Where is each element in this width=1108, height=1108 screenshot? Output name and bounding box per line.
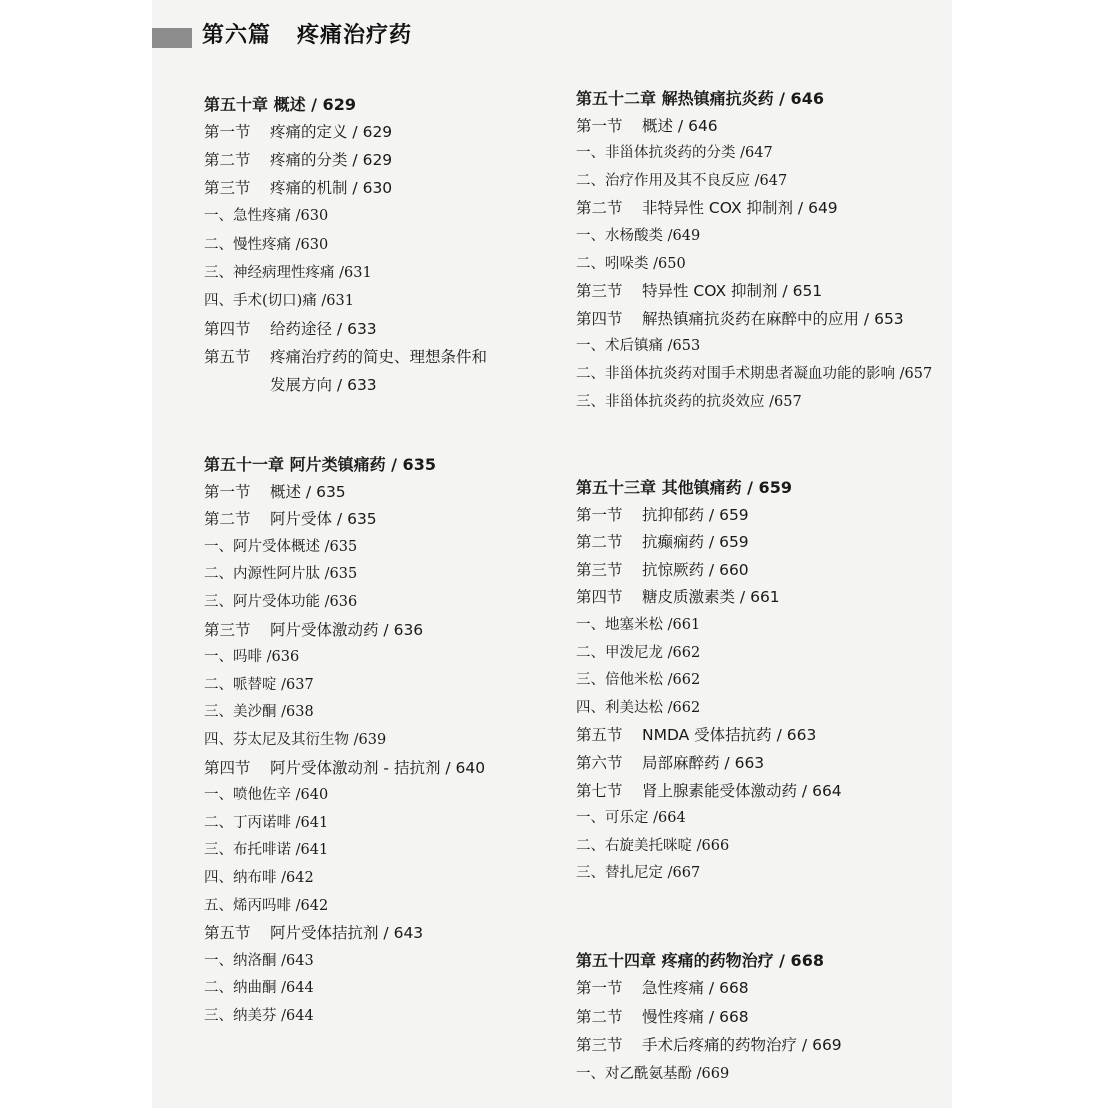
toc-subitem-entry: 一、吗啡 /636 [204,649,300,666]
section-number: 第三节 [576,560,623,579]
section-title: 急性疼痛 / 668 [642,979,749,998]
toc-section-continuation [204,373,377,395]
section-number: 第二节 [204,151,251,170]
toc-section-entry [576,114,718,136]
toc-section-entry [204,756,485,778]
toc-subitem-entry: 三、神经病理性疼痛 /631 [204,264,372,281]
toc-section-entry [204,618,423,640]
toc-section-entry [204,120,392,142]
toc-subitem-entry: 一、可乐定 /664 [576,810,686,827]
toc-subitem-entry: 四、纳布啡 /642 [204,870,314,886]
section-number: 第五节 [204,347,251,366]
section-title: 抗癫痫药 / 659 [642,533,749,552]
chapter-heading: 第五十二章 解热镇痛抗炎药 / 646 [576,89,824,108]
section-number: 第一节 [204,123,251,142]
chapter-heading: 第五十四章 疼痛的药物治疗 / 668 [576,951,824,970]
section-title: 肾上腺素能受体激动药 / 664 [642,781,842,800]
toc-subitem-entry: 二、甲泼尼龙 /662 [576,644,701,661]
section-title: 疼痛的机制 / 630 [270,179,393,198]
section-number: 第六节 [576,754,623,772]
section-number: 第三节 [204,179,251,198]
section-number: 第一节 [576,116,623,135]
section-title: 糖皮质激素类 / 661 [642,588,780,607]
chapter-heading: 第五十三章 其他镇痛药 / 659 [576,478,792,497]
toc-section-entry [204,148,392,170]
toc-subitem-entry: 二、右旋美托咪啶 /666 [576,837,730,854]
toc-subitem-entry: 三、布托啡诺 /641 [204,842,329,859]
section-title: 疼痛的定义 / 629 [270,123,393,142]
toc-subitem-entry: 二、丁丙诺啡 /641 [204,814,329,831]
toc-subitem-entry: 三、阿片受体功能 /636 [204,594,358,610]
toc-subitem-entry: 五、烯丙吗啡 /642 [204,897,329,914]
section-number: 第七节 [576,781,623,800]
section-title: 阿片受体 / 635 [270,510,377,529]
toc-section-entry [576,279,822,301]
section-title: 阿片受体拮抗剂 / 643 [270,924,424,943]
toc-section-entry [204,921,423,943]
toc-subitem-entry: 三、倍他米松 /662 [576,672,701,689]
section-title: 慢性疼痛 / 668 [642,1007,749,1026]
section-number: 第二节 [204,510,251,529]
toc-subitem-entry: 一、纳洛酮 /643 [204,952,314,969]
section-number: 第五节 [204,924,251,943]
section-title-continued: 发展方向 / 633 [270,376,377,394]
part-title-bar [152,28,192,48]
toc-subitem-entry: 四、利美达松 /662 [576,699,701,716]
chapter-heading: 第五十章 概述 / 629 [204,95,356,114]
toc-section-entry [576,1033,842,1055]
toc-section-entry [576,503,749,525]
section-title: 抗抑郁药 / 659 [642,505,749,524]
section-number: 第一节 [576,505,623,524]
toc-subitem-entry: 一、水杨酸类 /649 [576,228,701,244]
toc-section-entry [576,196,838,218]
toc-subitem-entry: 一、地塞米松 /661 [576,617,701,633]
toc-section-entry [576,585,780,607]
toc-section-entry [204,480,346,502]
section-number: 第三节 [576,1036,623,1055]
toc-subitem-entry: 四、手术(切口)痛 /631 [204,292,354,309]
section-title: 疼痛的分类 / 629 [270,151,393,170]
toc-subitem-entry: 一、术后镇痛 /653 [576,338,701,355]
section-title: 概述 / 646 [642,116,718,135]
section-number: 第四节 [204,758,251,777]
toc-subitem-entry: 三、美沙酮 /638 [204,704,314,721]
section-number: 第二节 [576,1007,623,1026]
toc-subitem-entry: 一、喷他佐辛 /640 [204,787,329,804]
toc-subitem-entry: 四、芬太尼及其衍生物 /639 [204,732,387,748]
toc-section-entry [576,558,749,580]
toc-section-entry [576,1005,749,1027]
section-number: 第三节 [204,620,251,639]
section-title: 阿片受体激动剂 - 拮抗剂 / 640 [270,758,486,777]
part-title: 第六篇 疼痛治疗药 [202,23,412,48]
toc-subitem-entry: 二、吲哚类 /650 [576,255,686,272]
toc-subitem-entry: 三、替扎尼定 /667 [576,865,701,882]
section-number: 第二节 [576,199,623,218]
section-title: 疼痛治疗药的简史、理想条件和 [270,347,488,366]
toc-subitem-entry: 二、哌替啶 /637 [204,676,314,693]
toc-subitem-entry: 二、慢性疼痛 /630 [204,236,329,253]
section-title: 抗惊厥药 / 660 [642,560,749,579]
toc-section-entry [576,779,842,801]
section-title: 非特异性 COX 抑制剂 / 649 [642,199,838,218]
toc-subitem-entry: 一、对乙酰氨基酚 /669 [576,1065,730,1082]
section-title: 手术后疼痛的药物治疗 / 669 [642,1036,842,1055]
section-number: 第二节 [576,533,623,552]
toc-subitem-entry: 三、非甾体抗炎药的抗炎效应 /657 [576,393,802,410]
section-number: 第四节 [576,588,623,607]
section-title: 局部麻醉药 / 663 [642,754,765,772]
chapter-heading: 第五十一章 阿片类镇痛药 / 635 [204,455,436,474]
section-number: 第三节 [576,282,623,301]
section-title: NMDA 受体拮抗药 / 663 [642,726,817,745]
toc-subitem-entry: 二、内源性阿片肽 /635 [204,566,358,583]
toc-section-entry [204,176,392,198]
toc-subitem-entry: 三、纳美芬 /644 [204,1008,314,1024]
toc-section-entry [576,976,749,998]
toc-section-entry [576,751,764,773]
toc-section-entry [204,507,377,529]
toc-subitem-entry: 一、急性疼痛 /630 [204,208,329,225]
section-title: 解热镇痛抗炎药在麻醉中的应用 / 653 [642,309,904,328]
section-number: 第四节 [204,319,251,338]
section-title: 概述 / 635 [270,482,346,501]
toc-subitem-entry: 二、治疗作用及其不良反应 /647 [576,172,788,189]
toc-subitem-entry: 二、纳曲酮 /644 [204,980,314,997]
section-number: 第五节 [576,726,623,745]
section-title: 阿片受体激动药 / 636 [270,620,424,639]
section-title: 给药途径 / 633 [270,319,377,338]
toc-subitem-entry: 一、阿片受体概述 /635 [204,538,358,555]
toc-section-entry [204,345,487,367]
toc-section-entry [576,530,749,552]
section-number: 第一节 [204,482,251,501]
toc-subitem-entry: 二、非甾体抗炎药对围手术期患者凝血功能的影响 /657 [576,366,933,382]
toc-section-entry [576,307,904,329]
toc-subitem-entry: 一、非甾体抗炎药的分类 /647 [576,145,773,162]
section-number: 第四节 [576,309,623,328]
section-number: 第一节 [576,979,623,998]
section-title: 特异性 COX 抑制剂 / 651 [642,282,823,301]
toc-section-entry [204,317,377,339]
toc-section-entry [576,723,816,745]
